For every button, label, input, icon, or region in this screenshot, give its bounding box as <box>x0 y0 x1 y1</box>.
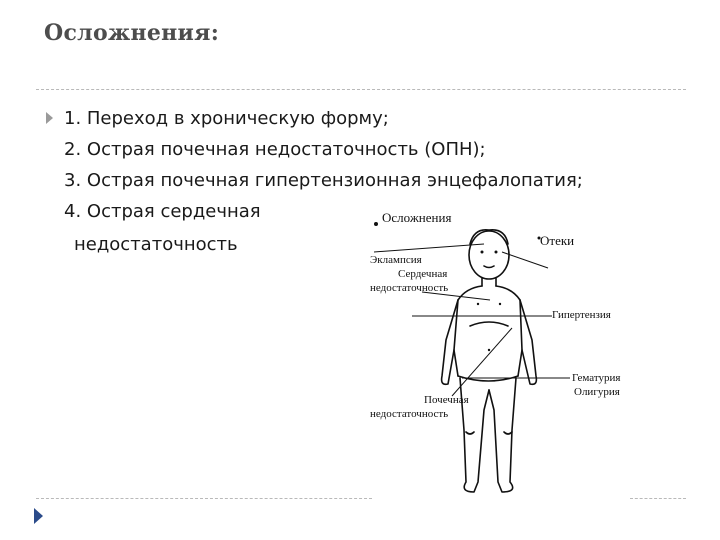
list-item: 4. Острая сердечная <box>64 201 261 222</box>
slide-title: Осложнения: <box>44 20 220 46</box>
label-renal-1: Почечная <box>424 394 469 406</box>
top-divider <box>36 89 686 90</box>
edema-dot <box>538 237 541 240</box>
label-edema: Отеки <box>540 233 575 248</box>
diagram-svg <box>362 200 662 505</box>
label-renal-2: недостаточность <box>370 408 449 420</box>
child-complications-diagram <box>362 200 662 505</box>
list-item: 2. Острая почечная недостаточность (ОПН); <box>64 139 486 160</box>
bottom-divider-left <box>36 498 372 499</box>
label-eclampsia: Эклампсия <box>370 254 422 266</box>
label-cardiac-2: недостаточность <box>370 282 449 294</box>
bottom-divider-right <box>630 498 686 499</box>
leader-eclampsia <box>374 244 484 252</box>
list-item-continuation: недостаточность <box>74 234 238 255</box>
slide-nav-arrow-icon[interactable] <box>34 508 43 524</box>
list-item: 3. Острая почечная гипертензионная энцефалопатия; <box>64 170 583 191</box>
label-cardiac-1: Сердечная <box>398 268 448 280</box>
label-oliguria: Олигурия <box>574 386 620 398</box>
bullet-arrow-icon <box>46 112 53 124</box>
diagram-heading: Осложнения <box>382 210 452 225</box>
list-item: 1. Переход в хроническую форму; <box>64 108 389 129</box>
label-hematuria: Гематурия <box>572 372 621 384</box>
label-hypertension: Гипертензия <box>552 309 611 321</box>
child-figure <box>442 230 537 492</box>
heading-dot <box>374 222 378 226</box>
leader-cardiac <box>422 292 490 300</box>
